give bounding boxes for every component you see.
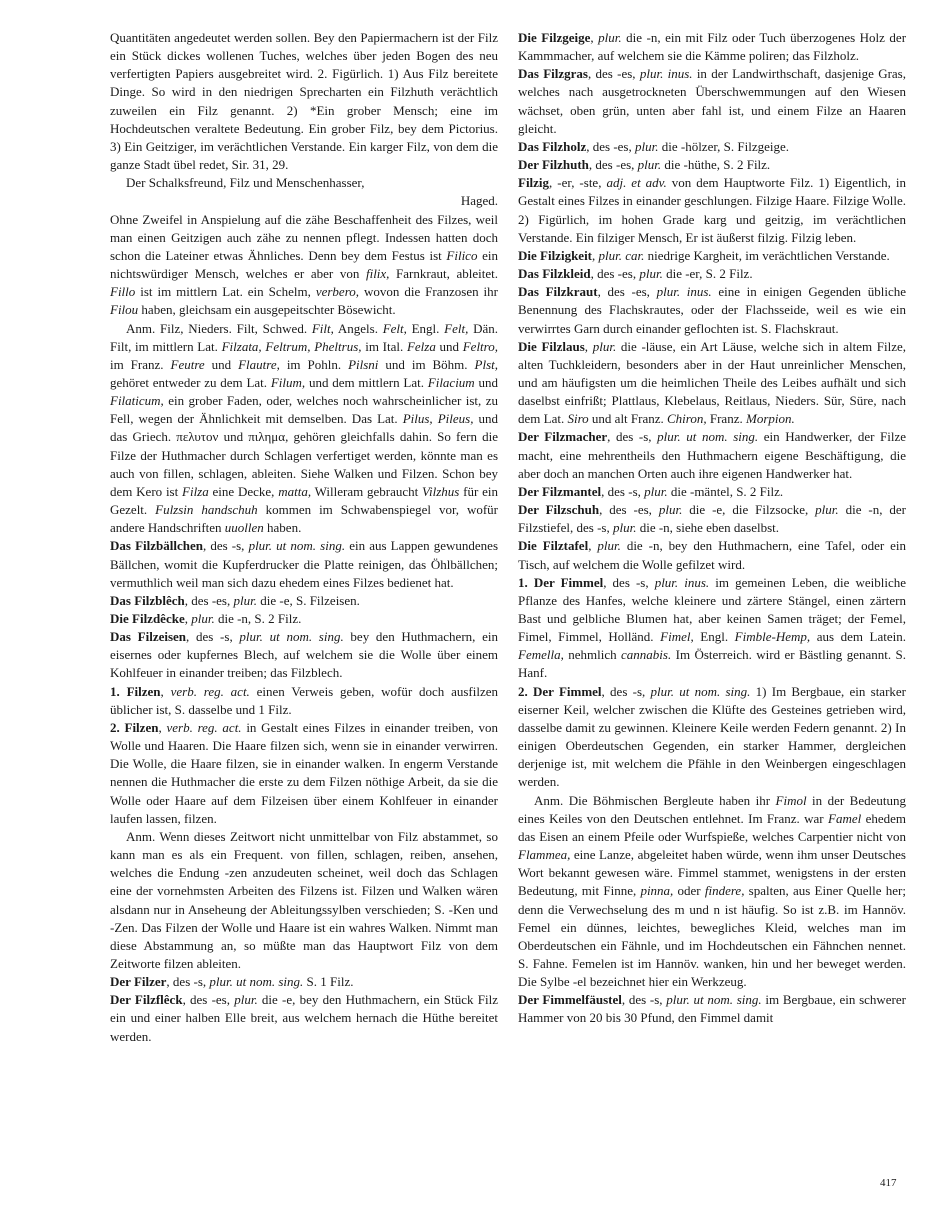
italic-term: plur. inus. xyxy=(639,66,693,82)
dictionary-entry xyxy=(518,29,906,65)
entry-text: haben. xyxy=(263,520,302,536)
dictionary-entry xyxy=(518,138,906,156)
entry-text: , xyxy=(184,611,192,626)
entry-text: in Gestalt eines Filzes in einander treiben, von Wolle und Haaren. Die Haare filzen sich, wenn sie in einander verwirren. Die Wolle, die Haare filzen, sie in einander walken. In engerm Verstande nennen die Huthmacher die erste zu dem Filzen nöthige Arbeit, da sie die Wolle oder Haare auf dem Filzeisen über einem Kohlfeuer in einander laufen lassen, filzen. xyxy=(110,719,499,826)
entry-text: gehöret entweder zu dem Lat. xyxy=(110,374,271,390)
entry-text: Farnkraut, ableitet. xyxy=(389,266,498,282)
entry-text: , des -es, xyxy=(590,266,640,282)
italic-term: plur. xyxy=(644,483,668,499)
entry-text: eine Decke, xyxy=(208,483,279,499)
entry-text: die -n, bey den Huthmachern, eine Tafel, oder ein Tisch, auf welchem die Wolle gefilzet wird. xyxy=(518,538,907,572)
entry-text: , des -es, xyxy=(586,138,635,154)
headword: Das Filzbällchen xyxy=(110,538,203,554)
dictionary-entry xyxy=(518,247,906,265)
italic-term: plur. ut nom. sing. xyxy=(666,992,762,1008)
annotation-paragraph xyxy=(110,320,498,538)
italic-term: matta, xyxy=(278,483,312,499)
italic-term: cannabis. xyxy=(621,647,672,663)
entry-text: und dem mittlern Lat. xyxy=(305,374,428,390)
italic-term: verb. reg. act. xyxy=(170,683,250,699)
headword: Das Filzblêch xyxy=(110,592,185,608)
dictionary-entry xyxy=(518,501,906,537)
entry-text: die -hüthe, S. 2 Filz. xyxy=(661,157,771,173)
dictionary-entry xyxy=(110,991,498,1045)
dictionary-entry xyxy=(110,973,498,991)
entry-text: , des -es, xyxy=(184,592,234,608)
entry-text: , des -es, xyxy=(599,502,659,518)
italic-term: plur. xyxy=(635,138,659,154)
italic-term: Felt, xyxy=(382,320,407,336)
entry-text: in der Landwirthschaft, dasjenige Gras, welches nach ausgetrockneten Überschwemmungen auf den Wiesen wächset, oben grün, unten aber fahl ist, und einem Filze an Haaren gleicht. xyxy=(518,66,906,136)
italic-term: Fimol xyxy=(775,792,807,808)
entry-text: oder xyxy=(673,883,705,899)
headword: 2. Der Fimmel xyxy=(518,683,602,699)
italic-term: Felza xyxy=(406,338,436,354)
dictionary-entry xyxy=(518,574,906,683)
italic-term: plur. car. xyxy=(598,247,645,263)
dictionary-entry xyxy=(518,537,906,573)
entry-text: Engl. xyxy=(693,629,735,645)
citation-source xyxy=(110,192,498,210)
headword: 2. Filzen xyxy=(110,719,159,735)
entry-text: die -n, S. 2 Filz. xyxy=(214,611,302,626)
dictionary-entry xyxy=(518,991,906,1027)
italic-term: Flammea, xyxy=(518,847,571,863)
entry-text: ehedem das Eisen an einem Pfeile oder Wurfspieße, welches Carpentier nicht von xyxy=(518,810,907,844)
entry-text: im Ital. xyxy=(361,338,407,354)
entry-text: im Bergbaue, ein schwerer Hammer von 20 bis 30 Pfund, den Fimmel damit xyxy=(518,992,906,1026)
entry-text: und xyxy=(204,356,239,372)
italic-term: Fillo xyxy=(110,284,136,300)
dictionary-entry xyxy=(518,65,906,138)
entry-text: , des -es, xyxy=(588,66,640,82)
headword: 1. Der Fimmel xyxy=(518,574,604,590)
italic-term: Morpion. xyxy=(745,411,795,427)
italic-term: adj. et adv. xyxy=(606,175,667,191)
entry-text: , des -s, xyxy=(601,483,645,499)
entry-text: nehmlich xyxy=(563,647,622,663)
italic-term: Pilus, Pileus, xyxy=(402,411,474,427)
annotation-paragraph xyxy=(110,174,498,192)
italic-term: plur. inus. xyxy=(656,284,712,300)
entry-text: die -hölzer, S. Filzgeige. xyxy=(658,138,790,154)
headword: Das Filzkraut xyxy=(518,284,598,300)
entry-text: Der Schalksfreund, Filz und Menschenhasser, xyxy=(126,175,365,191)
annotation-paragraph xyxy=(110,828,498,973)
italic-term: plur. xyxy=(592,338,617,354)
headword: Das Filzgras xyxy=(518,66,588,82)
dictionary-entry xyxy=(110,719,498,828)
italic-term: Filou xyxy=(110,302,139,318)
italic-term: Plst, xyxy=(474,356,498,372)
entry-text: Anm. Wenn dieses Zeitwort nicht unmittelbar von Filz abstammet, so kann man es als ein Frequent. von fillen, schlagen, reiben, ansehen, welches die Endung -zen anzudeuten scheinet, weil doch das Schlagen eine der vornehmsten Arbeiten des Filzens ist. Filzen und Walken wären alsdann nur in Anseheung der Ableitungssylben verschieden; S. -Ken und -Zen. Das Filzen der Wolle und Haare ist ein wahres Walken. Nimmt man diese Abstammung an, so müßte man das Hauptwort Filz von dem Zeitworte filzen ableiten. xyxy=(110,828,498,971)
entry-text: , xyxy=(584,338,593,354)
italic-term: Fulzsin handschuh xyxy=(155,502,258,518)
entry-text: , des -s, xyxy=(621,992,667,1008)
dictionary-entry xyxy=(110,592,498,610)
dictionary-entry xyxy=(110,683,498,719)
headword: Das Filzeisen xyxy=(110,629,187,645)
dictionary-entry xyxy=(110,211,498,320)
entry-text: ist im mittlern Lat. ein Schelm, xyxy=(135,284,316,300)
headword: Die Filzlaus xyxy=(518,338,585,354)
entry-text: bey den Huthmachern, ein eisernes oder kupfernes Blech, auf welchem sie die Wolle über einem Kohlfeuer in einander treiben; das Filzblech. xyxy=(110,629,498,681)
entry-text: Anm. Filz, Nieders. Filt, Schwed. xyxy=(126,320,312,336)
italic-term: plur. xyxy=(612,520,637,536)
entry-text: und alt Franz. xyxy=(588,411,668,427)
entry-text: Willeram gebraucht xyxy=(311,483,423,499)
entry-text: , des -s, xyxy=(166,974,210,990)
entry-text: wovon die Franzosen ihr xyxy=(359,284,498,300)
entry-text: die -läuse, ein Art Läuse, welche sich in altem Filze, alten Tuchkleidern, besonders aber in der Haut unreinlicher Menschen, und am häufigsten um die heimlichen Theile des Leibes aufhält und sich daselbst einfrißt; Plattlaus, Klebelaus, Reitlaus, Nieders. Sür, Süre, nach dem Lat. xyxy=(518,338,907,427)
italic-term: Fimel, xyxy=(660,629,694,645)
dictionary-entry xyxy=(110,628,498,682)
entry-text: Anm. Die Böhmischen Bergleute haben ihr xyxy=(534,792,776,808)
headword: Das Filzholz xyxy=(518,138,587,154)
entry-text: , des -es, xyxy=(182,992,235,1008)
italic-term: plur. xyxy=(639,266,663,282)
entry-text: die -e, bey den Huthmachern, ein Stück Filz ein und einer halben Elle breit, aus welchem hernach die Hüthe bereitet werden. xyxy=(110,992,498,1044)
italic-term: plur. xyxy=(658,502,683,518)
entry-text: und xyxy=(435,338,463,354)
entry-text: , xyxy=(158,719,167,735)
italic-term: Chiron, xyxy=(667,411,707,427)
headword: Filzig xyxy=(518,175,550,191)
dictionary-entry xyxy=(518,683,906,792)
dictionary-entry xyxy=(518,483,906,501)
entry-text: , des -s, xyxy=(607,429,658,445)
entry-text: im gemeinen Leben, die weibliche Pflanze des Hanfes, welche kleinere und zärtere Stängel, einen zärtern Bast und gelbliche Blumen hat, aber keinen Samen träget; der Femel, Fimel, Fimmel, Holländ. xyxy=(518,574,907,645)
dictionary-entry xyxy=(110,29,498,174)
italic-term: plur. ut nom. sing. xyxy=(239,629,344,645)
italic-term: plur. ut nom. sing. xyxy=(650,683,751,699)
annotation-paragraph xyxy=(518,792,906,992)
italic-term: findere, xyxy=(704,883,745,899)
entry-text: die -e, die Filzsocke, xyxy=(682,502,816,518)
headword: Die Filztafel xyxy=(518,538,589,554)
italic-term: plur. xyxy=(234,992,258,1008)
italic-term: pinna, xyxy=(640,883,674,899)
dictionary-entry xyxy=(110,610,498,628)
italic-term: Vilzhus xyxy=(422,483,460,499)
entry-text: einen Verweis geben, wofür doch ausfilzen üblicher ist, S. dasselbe und 1 Filz. xyxy=(110,683,499,717)
headword: Die Filzdêcke xyxy=(110,611,185,626)
italic-term: Feutre xyxy=(170,356,205,372)
entry-text: und xyxy=(474,374,498,390)
headword: Der Filzhuth xyxy=(518,157,589,173)
entry-text: , xyxy=(160,683,171,699)
italic-term: Filzata, Feltrum, Pheltrus, xyxy=(221,338,362,354)
entry-text: Franz. xyxy=(706,411,746,427)
right-column xyxy=(518,29,906,1028)
entry-text: für ein Gezelt. xyxy=(110,483,498,518)
dictionary-entry xyxy=(518,283,906,337)
headword: Die Filzigkeit xyxy=(518,247,593,263)
dictionary-entry xyxy=(518,156,906,174)
italic-term: plur. xyxy=(598,30,622,45)
italic-term: Filum, xyxy=(270,374,306,390)
italic-term: Femella, xyxy=(518,647,564,663)
entry-text: , des -s, xyxy=(186,629,240,645)
entry-text: eine Lanze, abgeleitet haben würde, wenn ihm unser Deutsches Wort bekannt gewesen wäre. Fimmel stammet, wenigstens in der ersten Bedeutung, mit Finne, xyxy=(518,847,906,899)
entry-text: Dän. Filt, im mittlern Lat. xyxy=(110,320,498,354)
entry-text: Angels. xyxy=(333,320,383,336)
entry-text: die -er, S. 2 Filz. xyxy=(662,266,753,282)
italic-term: Fimble-Hemp, xyxy=(734,629,811,645)
italic-term: plur. ut nom. sing. xyxy=(209,974,304,990)
entry-text: , xyxy=(592,247,599,263)
entry-text: eine in einigen Gegenden übliche Benennung des Flachskrautes, oder der Flachsseide, weil es wie ein verwirrtes Garn durch einander geflochten ist. S. Flachskraut. xyxy=(518,284,906,336)
entry-text: Ohne Zweifel in Anspielung auf die zähe Beschaffenheit des Filzes, weil man einen Geitzigen auch zähe zu nennen pflegt. Indessen hatten doch schon die Lateiner etwas Ähnliches. Denn bey dem Festus ist xyxy=(110,211,498,263)
entry-text: , xyxy=(590,30,599,45)
italic-term: plur. xyxy=(233,592,257,608)
dictionary-entry xyxy=(518,428,906,482)
entry-text: haben, gleichsam ein ausgepeitschter Bösewicht. xyxy=(138,302,396,318)
headword: Der Filzflêck xyxy=(110,992,183,1008)
entry-text: die -n, siehe eben daselbst. xyxy=(636,520,780,536)
headword: Der Filzmacher xyxy=(518,429,608,445)
entry-text: die -n, der Filzstiefel, des -s, xyxy=(518,502,906,536)
entry-text: 1) Im Bergbaue, ein starker eiserner Keil, welcher zwischen die Klüfte des Gesteines getrieben wird, dasselbe damit zu gewinnen. Kleinere Keile werden Federn genannt. 2) In einigen Oberdeutschen Gegenden, ein starker Hammer, dergleichen derjenige ist, mit welchem die Pfähle in den Weinbergen eingeschlagen werden. xyxy=(518,683,907,790)
italic-term: Filaticum, xyxy=(110,393,164,409)
entry-text: Im Österreich. wird er Bästling genannt. S. Hanf. xyxy=(518,647,906,681)
entry-text: ein grober Faden, oder, welches noch wahrscheinlicher ist, zu Fell, wegen der Ähnlichkeit mit demselben. Das Lat. xyxy=(110,393,498,427)
dictionary-entry xyxy=(110,537,498,591)
entry-text: ein aus Lappen gewundenes Bällchen, womit die Kupferdrucker die Platte reinigen, das Öhlbällchen; vermuthlich weil man sich dazu ehedem eines Filzes bedienet hat. xyxy=(110,538,499,590)
entry-text: die -n, ein mit Filz oder Tuch überzogenes Holz der Kammmacher, auf welchem sie die Kämme poliren; das Filzholz. xyxy=(518,30,907,64)
page-number: 417 xyxy=(880,1177,897,1189)
entry-text: , -er, -ste, xyxy=(549,175,607,191)
italic-term: plur. xyxy=(637,157,662,173)
entry-text: Haged. xyxy=(460,193,498,209)
italic-term: plur. ut nom. sing. xyxy=(248,538,346,554)
entry-text: Engl. xyxy=(406,320,445,336)
italic-term: Filico xyxy=(446,247,478,263)
headword: Der Filzer xyxy=(110,974,167,990)
italic-term: plur. xyxy=(191,611,215,626)
entry-text: , des -s, xyxy=(603,574,655,590)
left-column xyxy=(110,29,498,1046)
headword: Die Filzgeige xyxy=(518,30,591,45)
entry-text: spalten, aus Einer Quelle her; denn die Verwechselung des m und n ist häufig. So ist z.B. im Hannöv. Femel ein dünnes, leichtes, bewegliches Kleid, welches man im Oberdeutschen ein Fähnle, und im Hochdeutschen ein Fähnchen nennet. S. Fahne. Femelen ist im Hannöv. wanken, hin und her beweget werden. Die Sylbe -el bezeichnet hier ein Werkzeug. xyxy=(518,883,906,990)
italic-term: plur. inus. xyxy=(654,574,710,590)
italic-term: plur. ut nom. sing. xyxy=(657,429,759,445)
italic-term: Felt, xyxy=(444,320,469,336)
entry-text: , des -es, xyxy=(597,284,657,300)
dictionary-entry xyxy=(518,174,906,247)
italic-term: Siro xyxy=(567,411,589,427)
italic-term: Filza xyxy=(182,483,209,499)
entry-text: ein nichtswürdiger Mensch, welches er aber von xyxy=(110,247,498,282)
entry-text: und das Griech. πελυτον und πιλημα, gehören gleichfalls dahin. So fern die Filze der Huthmacher durch Schlagen verfertiget werden, könnte man es auch von fillen, schlagen, ableiten. Siehe Walken und Filzen. Schon bey dem Kero ist xyxy=(110,411,498,499)
entry-text: die -mäntel, S. 2 Filz. xyxy=(667,483,784,499)
entry-text: , xyxy=(588,538,598,554)
dictionary-entry xyxy=(518,265,906,283)
dictionary-entry xyxy=(518,338,906,429)
headword: Der Filzschuh xyxy=(518,502,600,518)
entry-text: niedrige Kargheit, im verächtlichen Verstande. xyxy=(644,247,890,263)
entry-text: von dem Hauptworte Filz. 1) Eigentlich, in Gestalt eines Filzes in einander geschlungen. Filzige Haare. Filzige Wolle. 2) Figürlich, im hohen Grade karg und geitzig, im verächtlichen Verstande. Ein filziger Mensch, Er ist äußerst filzig. Filzig leben. xyxy=(518,175,906,245)
entry-text: , des -s, xyxy=(601,683,651,699)
italic-term: plur. xyxy=(815,502,839,518)
entry-text: und im Böhm. xyxy=(378,356,475,372)
headword: Der Fimmelfäustel xyxy=(518,992,622,1008)
entry-text: ein Handwerker, der Filze macht, eine mehrentheils den Huthmachern eigene Beschäftigung, die aber doch an manchen Orten auch ihre eigenen Handwerker hat. xyxy=(518,429,907,481)
italic-term: Pilsni xyxy=(348,356,379,372)
italic-term: Flautre, xyxy=(238,356,280,372)
entry-text: Quantitäten angedeutet werden sollen. Bey den Papiermachern ist der Filz ein Stück dickes wollenen Tuches, welches über jeden Bogen des neu verfertigten Papiers ausgebreitet wird. 2. Figürlich. 1) Aus Filz bereitete Dinge. So wird in den niedrigen Sprecharten ein Filzhuth verächtlich zuweilen ein Filz genannt. 2) *Ein grober Mensch; eine im Hochdeutschen veraltete Bedeutung. Ein grober Filz, bey dem Pictorius. 3) Ein Geitziger, im verächtlichen Verstande. Ein karger Filz, von dem die ganze Stadt übel redet, Sir. 31, 29. xyxy=(110,30,498,173)
headword: Der Filzmantel xyxy=(518,483,602,499)
italic-term: Filt, xyxy=(311,320,334,336)
headword: 1. Filzen xyxy=(110,683,161,699)
entry-text: im Franz. xyxy=(110,356,171,372)
entry-text: kommen im Schwabenspiegel vor, wofür andere Handschriften xyxy=(110,502,498,536)
entry-text: , des -s, xyxy=(202,538,249,554)
italic-term: Filacium xyxy=(427,374,475,390)
italic-term: verbero, xyxy=(315,284,360,300)
entry-text: , des -es, xyxy=(588,157,638,173)
italic-term: Famel xyxy=(828,810,862,826)
italic-term: verb. reg. act. xyxy=(166,719,242,735)
italic-term: uuollen xyxy=(224,520,264,536)
entry-text: S. 1 Filz. xyxy=(303,974,354,990)
italic-term: filix, xyxy=(365,266,390,282)
entry-text: die -e, S. Filzeisen. xyxy=(256,592,360,608)
entry-text: in der Bedeutung eines Keiles von den Deutschen entlehnet. Im Franz. war xyxy=(518,792,906,826)
italic-term: Feltro, xyxy=(462,338,498,354)
entry-text: aus dem Latein. xyxy=(810,629,907,645)
headword: Das Filzkleid xyxy=(518,266,591,282)
italic-term: plur. xyxy=(597,538,621,554)
entry-text: im Pohln. xyxy=(279,356,349,372)
